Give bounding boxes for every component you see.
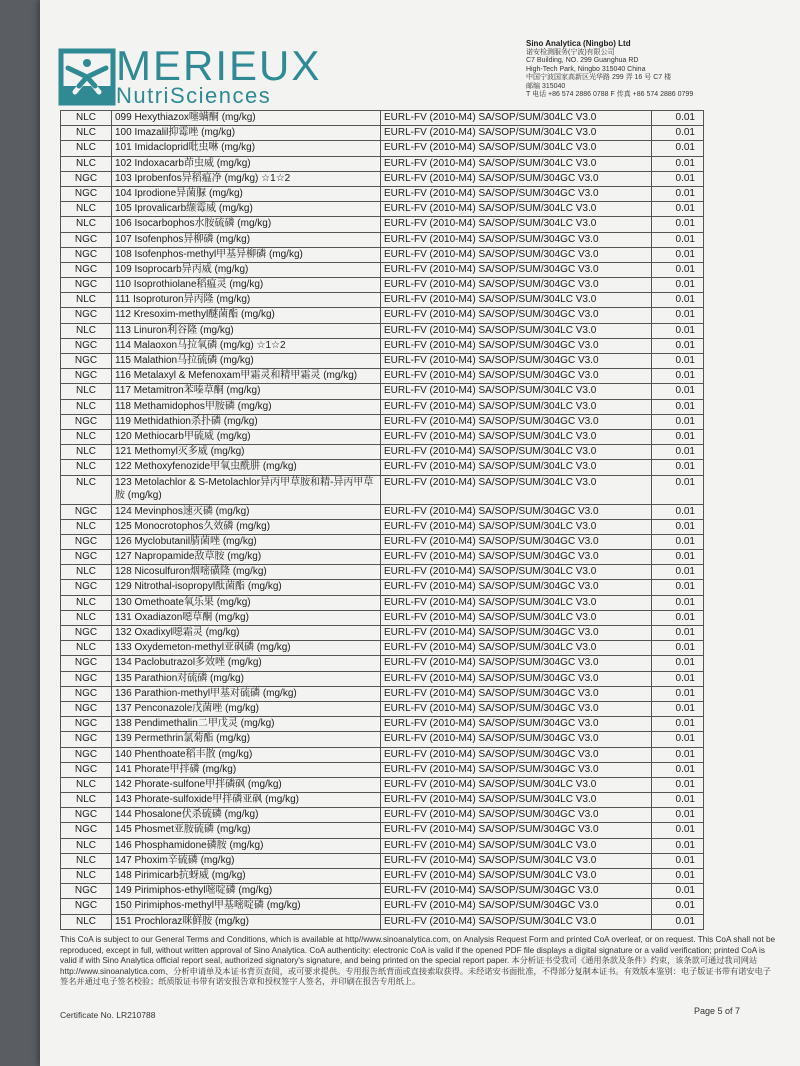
category-cell: NGC bbox=[61, 626, 112, 641]
lod-cell: 0.01 bbox=[652, 777, 704, 792]
table-row bbox=[61, 808, 704, 823]
address-line-3: 中国宁波国家高新区光华路 299 弄 16 号 C7 楼 bbox=[526, 74, 672, 81]
analyte-cell: 137 Penconazole戊菌唑 (mg/kg) bbox=[112, 701, 381, 716]
table-row bbox=[61, 701, 704, 716]
lod-cell: 0.01 bbox=[652, 656, 704, 671]
lod-cell: 0.01 bbox=[652, 232, 704, 247]
category-cell: NLC bbox=[61, 475, 112, 504]
analyte-cell: 102 Indoxacarb茚虫威 (mg/kg) bbox=[112, 156, 381, 171]
category-cell: NLC bbox=[61, 914, 112, 929]
lod-cell: 0.01 bbox=[652, 475, 704, 504]
method-cell: EURL-FV (2010-M4) SA/SOP/SUM/304GC V3.0 bbox=[381, 580, 652, 595]
category-cell: NLC bbox=[61, 323, 112, 338]
lod-cell: 0.01 bbox=[652, 793, 704, 808]
lod-cell: 0.01 bbox=[652, 156, 704, 171]
category-cell: NGC bbox=[61, 247, 112, 262]
lod-cell: 0.01 bbox=[652, 838, 704, 853]
table-row bbox=[61, 217, 704, 232]
category-cell: NGC bbox=[61, 338, 112, 353]
method-cell: EURL-FV (2010-M4) SA/SOP/SUM/304LC V3.0 bbox=[381, 793, 652, 808]
method-cell: EURL-FV (2010-M4) SA/SOP/SUM/304LC V3.0 bbox=[381, 853, 652, 868]
method-cell: EURL-FV (2010-M4) SA/SOP/SUM/304LC V3.0 bbox=[381, 399, 652, 414]
category-cell: NLC bbox=[61, 293, 112, 308]
analyte-cell: 123 Metolachlor & S-Metolachlor异丙甲草胺和精-异丙甲草胺 (mg/kg) bbox=[112, 475, 381, 504]
lod-cell: 0.01 bbox=[652, 262, 704, 277]
table-row bbox=[61, 899, 704, 914]
lod-cell: 0.01 bbox=[652, 278, 704, 293]
table-row bbox=[61, 156, 704, 171]
table-row bbox=[61, 308, 704, 323]
table-row bbox=[61, 595, 704, 610]
method-cell: EURL-FV (2010-M4) SA/SOP/SUM/304LC V3.0 bbox=[381, 445, 652, 460]
method-cell: EURL-FV (2010-M4) SA/SOP/SUM/304GC V3.0 bbox=[381, 247, 652, 262]
method-cell: EURL-FV (2010-M4) SA/SOP/SUM/304LC V3.0 bbox=[381, 519, 652, 534]
analyte-cell: 101 Imidacloprid吡虫啉 (mg/kg) bbox=[112, 141, 381, 156]
report-page bbox=[40, 0, 800, 1066]
method-cell: EURL-FV (2010-M4) SA/SOP/SUM/304GC V3.0 bbox=[381, 550, 652, 565]
method-cell: EURL-FV (2010-M4) SA/SOP/SUM/304GC V3.0 bbox=[381, 232, 652, 247]
table-row bbox=[61, 853, 704, 868]
table-row bbox=[61, 429, 704, 444]
analyte-cell: 143 Phorate-sulfoxide甲拌磷亚砜 (mg/kg) bbox=[112, 793, 381, 808]
method-cell: EURL-FV (2010-M4) SA/SOP/SUM/304LC V3.0 bbox=[381, 141, 652, 156]
lod-cell: 0.01 bbox=[652, 369, 704, 384]
analyte-cell: 144 Phosalone伏杀硫磷 (mg/kg) bbox=[112, 808, 381, 823]
brand-top: MERIEUX bbox=[116, 42, 322, 89]
lod-cell: 0.01 bbox=[652, 429, 704, 444]
method-cell: EURL-FV (2010-M4) SA/SOP/SUM/304LC V3.0 bbox=[381, 641, 652, 656]
table-row bbox=[61, 141, 704, 156]
lod-cell: 0.01 bbox=[652, 565, 704, 580]
analyte-cell: 122 Methoxyfenozide甲氧虫酰肼 (mg/kg) bbox=[112, 460, 381, 475]
category-cell: NGC bbox=[61, 808, 112, 823]
table-row bbox=[61, 369, 704, 384]
lod-cell: 0.01 bbox=[652, 354, 704, 369]
table-row bbox=[61, 475, 704, 504]
method-cell: EURL-FV (2010-M4) SA/SOP/SUM/304GC V3.0 bbox=[381, 278, 652, 293]
table-row bbox=[61, 323, 704, 338]
table-row bbox=[61, 247, 704, 262]
method-cell: EURL-FV (2010-M4) SA/SOP/SUM/304GC V3.0 bbox=[381, 308, 652, 323]
lod-cell: 0.01 bbox=[652, 504, 704, 519]
table-row bbox=[61, 838, 704, 853]
analyte-cell: 132 Oxadixyl噁霜灵 (mg/kg) bbox=[112, 626, 381, 641]
method-cell: EURL-FV (2010-M4) SA/SOP/SUM/304GC V3.0 bbox=[381, 338, 652, 353]
table-row bbox=[61, 580, 704, 595]
method-cell: EURL-FV (2010-M4) SA/SOP/SUM/304GC V3.0 bbox=[381, 884, 652, 899]
analyte-cell: 133 Oxydemeton-methyl亚砜磷 (mg/kg) bbox=[112, 641, 381, 656]
method-cell: EURL-FV (2010-M4) SA/SOP/SUM/304LC V3.0 bbox=[381, 202, 652, 217]
lod-cell: 0.01 bbox=[652, 747, 704, 762]
category-cell: NGC bbox=[61, 686, 112, 701]
method-cell: EURL-FV (2010-M4) SA/SOP/SUM/304LC V3.0 bbox=[381, 460, 652, 475]
table-row bbox=[61, 414, 704, 429]
method-cell: EURL-FV (2010-M4) SA/SOP/SUM/304LC V3.0 bbox=[381, 565, 652, 580]
category-cell: NGC bbox=[61, 732, 112, 747]
analyte-cell: 115 Malathion马拉硫磷 (mg/kg) bbox=[112, 354, 381, 369]
category-cell: NGC bbox=[61, 171, 112, 186]
lod-cell: 0.01 bbox=[652, 126, 704, 141]
method-cell: EURL-FV (2010-M4) SA/SOP/SUM/304LC V3.0 bbox=[381, 156, 652, 171]
analyte-cell: 131 Oxadiazon噁草酮 (mg/kg) bbox=[112, 610, 381, 625]
category-cell: NLC bbox=[61, 429, 112, 444]
method-cell: EURL-FV (2010-M4) SA/SOP/SUM/304GC V3.0 bbox=[381, 369, 652, 384]
company-name-cn: 诺安检测服务(宁波)有限公司 bbox=[526, 48, 615, 56]
analyte-cell: 135 Parathion对硫磷 (mg/kg) bbox=[112, 671, 381, 686]
company-name: Sino Analytica (Ningbo) Ltd bbox=[526, 39, 631, 48]
method-cell: EURL-FV (2010-M4) SA/SOP/SUM/304LC V3.0 bbox=[381, 610, 652, 625]
category-cell: NGC bbox=[61, 186, 112, 201]
category-cell: NLC bbox=[61, 793, 112, 808]
category-cell: NGC bbox=[61, 656, 112, 671]
category-cell: NLC bbox=[61, 445, 112, 460]
table-row bbox=[61, 262, 704, 277]
category-cell: NLC bbox=[61, 111, 112, 126]
table-row bbox=[61, 186, 704, 201]
lod-cell: 0.01 bbox=[652, 384, 704, 399]
table-row bbox=[61, 460, 704, 475]
lod-cell: 0.01 bbox=[652, 202, 704, 217]
table-row bbox=[61, 354, 704, 369]
table-row bbox=[61, 777, 704, 792]
analyte-cell: 111 Isoproturon异丙隆 (mg/kg) bbox=[112, 293, 381, 308]
method-cell: EURL-FV (2010-M4) SA/SOP/SUM/304GC V3.0 bbox=[381, 808, 652, 823]
category-cell: NLC bbox=[61, 384, 112, 399]
method-cell: EURL-FV (2010-M4) SA/SOP/SUM/304LC V3.0 bbox=[381, 384, 652, 399]
results-table-body bbox=[61, 111, 704, 930]
analyte-cell: 150 Pirimiphos-methyl甲基嘧啶磷 (mg/kg) bbox=[112, 899, 381, 914]
lod-cell: 0.01 bbox=[652, 460, 704, 475]
disclaimer-text: This CoA is subject to our General Terms and Conditions, which is available at http//www.sinoanalytica.com, on Analysis Request Form and printed CoA overleaf, or on request. This CoA shall not be reproduced, except in full, without written approval of Sino Analytica. CoA authenticity: electronic CoA is valid if the opened PDF file displays a digital signature or a valid verification; printed CoA is valid if with Sino Analytica official report seal, authorized signatory's signature, and being printed on the special report paper. 本分析证书受我司《通用条款及条件》约束，该条款可通过我司网站http://www.sinoanalytica.com、分析申请单及本证书背页查阅，或可要求提供。专用报告纸背面或直接索取获得。未经诺安书面批准，不得部分复制本证书。有效版本鉴别：电子版证书带有诺安电子签名并通过电子签名校验；纸质版证书带有诺安报告章和授权签字人签名，并印刷在报告专用纸上。 bbox=[60, 935, 776, 986]
analyte-cell: 103 Iprobenfos异稻瘟净 (mg/kg) ☆1☆2 bbox=[112, 171, 381, 186]
category-cell: NLC bbox=[61, 399, 112, 414]
certificate-number: Certificate No. LR210788 bbox=[60, 1010, 156, 1020]
category-cell: NGC bbox=[61, 747, 112, 762]
analyte-cell: 124 Mevinphos速灭磷 (mg/kg) bbox=[112, 504, 381, 519]
brand-bottom: NutriSciences bbox=[116, 83, 272, 108]
lod-cell: 0.01 bbox=[652, 671, 704, 686]
table-row bbox=[61, 126, 704, 141]
method-cell: EURL-FV (2010-M4) SA/SOP/SUM/304LC V3.0 bbox=[381, 838, 652, 853]
category-cell: NGC bbox=[61, 504, 112, 519]
lod-cell: 0.01 bbox=[652, 595, 704, 610]
category-cell: NLC bbox=[61, 777, 112, 792]
category-cell: NLC bbox=[61, 126, 112, 141]
method-cell: EURL-FV (2010-M4) SA/SOP/SUM/304GC V3.0 bbox=[381, 686, 652, 701]
method-cell: EURL-FV (2010-M4) SA/SOP/SUM/304GC V3.0 bbox=[381, 701, 652, 716]
table-row bbox=[61, 610, 704, 625]
method-cell: EURL-FV (2010-M4) SA/SOP/SUM/304GC V3.0 bbox=[381, 899, 652, 914]
category-cell: NLC bbox=[61, 460, 112, 475]
table-row bbox=[61, 686, 704, 701]
lod-cell: 0.01 bbox=[652, 610, 704, 625]
lod-cell: 0.01 bbox=[652, 626, 704, 641]
lod-cell: 0.01 bbox=[652, 171, 704, 186]
table-row bbox=[61, 884, 704, 899]
analyte-cell: 119 Methidathion杀扑磷 (mg/kg) bbox=[112, 414, 381, 429]
method-cell: EURL-FV (2010-M4) SA/SOP/SUM/304GC V3.0 bbox=[381, 186, 652, 201]
analyte-cell: 138 Pendimethalin二甲戊灵 (mg/kg) bbox=[112, 717, 381, 732]
method-cell: EURL-FV (2010-M4) SA/SOP/SUM/304LC V3.0 bbox=[381, 595, 652, 610]
analyte-cell: 108 Isofenphos-methyl甲基异柳磷 (mg/kg) bbox=[112, 247, 381, 262]
category-cell: NGC bbox=[61, 580, 112, 595]
lod-cell: 0.01 bbox=[652, 869, 704, 884]
analyte-cell: 113 Linuron利谷隆 (mg/kg) bbox=[112, 323, 381, 338]
analyte-cell: 151 Prochloraz咪鲜胺 (mg/kg) bbox=[112, 914, 381, 929]
method-cell: EURL-FV (2010-M4) SA/SOP/SUM/304GC V3.0 bbox=[381, 354, 652, 369]
analyte-cell: 106 Isocarbophos水胺硫磷 (mg/kg) bbox=[112, 217, 381, 232]
method-cell: EURL-FV (2010-M4) SA/SOP/SUM/304GC V3.0 bbox=[381, 717, 652, 732]
table-row bbox=[61, 232, 704, 247]
lod-cell: 0.01 bbox=[652, 717, 704, 732]
analyte-cell: 110 Isoprothiolane稻瘟灵 (mg/kg) bbox=[112, 278, 381, 293]
analyte-cell: 149 Pirimiphos-ethyl嘧啶磷 (mg/kg) bbox=[112, 884, 381, 899]
lod-cell: 0.01 bbox=[652, 580, 704, 595]
analyte-cell: 128 Nicosulfuron烟嘧磺隆 (mg/kg) bbox=[112, 565, 381, 580]
category-cell: NGC bbox=[61, 671, 112, 686]
table-row bbox=[61, 278, 704, 293]
merieux-logo-icon bbox=[58, 48, 116, 106]
table-row bbox=[61, 747, 704, 762]
analyte-cell: 142 Phorate-sulfone甲拌磷砜 (mg/kg) bbox=[112, 777, 381, 792]
lod-cell: 0.01 bbox=[652, 853, 704, 868]
analyte-cell: 112 Kresoxim-methyl醚菌酯 (mg/kg) bbox=[112, 308, 381, 323]
analyte-cell: 129 Nitrothal-isopropyl酞菌酯 (mg/kg) bbox=[112, 580, 381, 595]
lod-cell: 0.01 bbox=[652, 899, 704, 914]
table-row bbox=[61, 914, 704, 929]
analyte-cell: 118 Methamidophos甲胺磷 (mg/kg) bbox=[112, 399, 381, 414]
method-cell: EURL-FV (2010-M4) SA/SOP/SUM/304GC V3.0 bbox=[381, 626, 652, 641]
category-cell: NGC bbox=[61, 717, 112, 732]
table-row bbox=[61, 671, 704, 686]
category-cell: NLC bbox=[61, 519, 112, 534]
analyte-cell: 145 Phosmet亚胺硫磷 (mg/kg) bbox=[112, 823, 381, 838]
analyte-cell: 139 Permethrin氯菊酯 (mg/kg) bbox=[112, 732, 381, 747]
analyte-cell: 127 Napropamide敌草胺 (mg/kg) bbox=[112, 550, 381, 565]
analyte-cell: 104 Iprodione异菌脲 (mg/kg) bbox=[112, 186, 381, 201]
table-row bbox=[61, 534, 704, 549]
company-address bbox=[526, 40, 798, 100]
table-row bbox=[61, 293, 704, 308]
lod-cell: 0.01 bbox=[652, 823, 704, 838]
analyte-cell: 140 Phenthoate稻丰散 (mg/kg) bbox=[112, 747, 381, 762]
analyte-cell: 114 Malaoxon马拉氧磷 (mg/kg) ☆1☆2 bbox=[112, 338, 381, 353]
category-cell: NGC bbox=[61, 823, 112, 838]
method-cell: EURL-FV (2010-M4) SA/SOP/SUM/304GC V3.0 bbox=[381, 171, 652, 186]
page-number: Page 5 of 7 bbox=[693, 1006, 740, 1016]
analyte-cell: 125 Monocrotophos久效磷 (mg/kg) bbox=[112, 519, 381, 534]
method-cell: EURL-FV (2010-M4) SA/SOP/SUM/304LC V3.0 bbox=[381, 217, 652, 232]
category-cell: NGC bbox=[61, 414, 112, 429]
table-row bbox=[61, 565, 704, 580]
lod-cell: 0.01 bbox=[652, 308, 704, 323]
analyte-cell: 134 Paclobutrazol多效唑 (mg/kg) bbox=[112, 656, 381, 671]
method-cell: EURL-FV (2010-M4) SA/SOP/SUM/304LC V3.0 bbox=[381, 429, 652, 444]
method-cell: EURL-FV (2010-M4) SA/SOP/SUM/304GC V3.0 bbox=[381, 262, 652, 277]
lod-cell: 0.01 bbox=[652, 641, 704, 656]
category-cell: NGC bbox=[61, 262, 112, 277]
analyte-cell: 148 Pirimicarb抗蚜威 (mg/kg) bbox=[112, 869, 381, 884]
category-cell: NGC bbox=[61, 534, 112, 549]
table-row bbox=[61, 384, 704, 399]
category-cell: NLC bbox=[61, 853, 112, 868]
method-cell: EURL-FV (2010-M4) SA/SOP/SUM/304LC V3.0 bbox=[381, 111, 652, 126]
table-row bbox=[61, 399, 704, 414]
lod-cell: 0.01 bbox=[652, 399, 704, 414]
category-cell: NGC bbox=[61, 278, 112, 293]
analyte-cell: 130 Omethoate氧乐果 (mg/kg) bbox=[112, 595, 381, 610]
category-cell: NLC bbox=[61, 565, 112, 580]
table-row bbox=[61, 445, 704, 460]
address-line-2: High-Tech Park, Ningbo 315040 China bbox=[526, 65, 646, 73]
table-row bbox=[61, 550, 704, 565]
method-cell: EURL-FV (2010-M4) SA/SOP/SUM/304GC V3.0 bbox=[381, 732, 652, 747]
lod-cell: 0.01 bbox=[652, 293, 704, 308]
table-row bbox=[61, 338, 704, 353]
analyte-cell: 120 Methiocarb甲硫威 (mg/kg) bbox=[112, 429, 381, 444]
category-cell: NGC bbox=[61, 550, 112, 565]
category-cell: NGC bbox=[61, 354, 112, 369]
table-row bbox=[61, 762, 704, 777]
table-row bbox=[61, 641, 704, 656]
lod-cell: 0.01 bbox=[652, 884, 704, 899]
lod-cell: 0.01 bbox=[652, 534, 704, 549]
table-row bbox=[61, 869, 704, 884]
table-row bbox=[61, 717, 704, 732]
table-row bbox=[61, 111, 704, 126]
analyte-cell: 146 Phosphamidone磷胺 (mg/kg) bbox=[112, 838, 381, 853]
category-cell: NLC bbox=[61, 156, 112, 171]
method-cell: EURL-FV (2010-M4) SA/SOP/SUM/304GC V3.0 bbox=[381, 504, 652, 519]
table-row bbox=[61, 823, 704, 838]
lod-cell: 0.01 bbox=[652, 414, 704, 429]
category-cell: NGC bbox=[61, 701, 112, 716]
lod-cell: 0.01 bbox=[652, 323, 704, 338]
category-cell: NLC bbox=[61, 869, 112, 884]
table-row bbox=[61, 732, 704, 747]
analyte-cell: 141 Phorate甲拌磷 (mg/kg) bbox=[112, 762, 381, 777]
table-row bbox=[61, 171, 704, 186]
method-cell: EURL-FV (2010-M4) SA/SOP/SUM/304GC V3.0 bbox=[381, 534, 652, 549]
results-table bbox=[60, 110, 704, 930]
lod-cell: 0.01 bbox=[652, 111, 704, 126]
method-cell: EURL-FV (2010-M4) SA/SOP/SUM/304LC V3.0 bbox=[381, 914, 652, 929]
analyte-cell: 105 Iprovalicarb缬霉威 (mg/kg) bbox=[112, 202, 381, 217]
category-cell: NGC bbox=[61, 308, 112, 323]
table-row bbox=[61, 793, 704, 808]
lod-cell: 0.01 bbox=[652, 186, 704, 201]
analyte-cell: 109 Isoprocarb异丙威 (mg/kg) bbox=[112, 262, 381, 277]
category-cell: NGC bbox=[61, 899, 112, 914]
table-row bbox=[61, 626, 704, 641]
analyte-cell: 099 Hexythiazox噻螨酮 (mg/kg) bbox=[112, 111, 381, 126]
lod-cell: 0.01 bbox=[652, 701, 704, 716]
table-row bbox=[61, 202, 704, 217]
category-cell: NLC bbox=[61, 838, 112, 853]
table-row bbox=[61, 519, 704, 534]
method-cell: EURL-FV (2010-M4) SA/SOP/SUM/304GC V3.0 bbox=[381, 823, 652, 838]
table-row bbox=[61, 656, 704, 671]
analyte-cell: 100 Imazalil抑霉唑 (mg/kg) bbox=[112, 126, 381, 141]
address-line-1: C7 Building, NO. 299 Guanghua RD bbox=[526, 57, 639, 64]
analyte-cell: 136 Parathion-methyl甲基对硫磷 (mg/kg) bbox=[112, 686, 381, 701]
category-cell: NLC bbox=[61, 202, 112, 217]
category-cell: NGC bbox=[61, 369, 112, 384]
lod-cell: 0.01 bbox=[652, 686, 704, 701]
method-cell: EURL-FV (2010-M4) SA/SOP/SUM/304LC V3.0 bbox=[381, 869, 652, 884]
lod-cell: 0.01 bbox=[652, 732, 704, 747]
category-cell: NLC bbox=[61, 595, 112, 610]
analyte-cell: 117 Metamitron苯嗪草酮 (mg/kg) bbox=[112, 384, 381, 399]
phone-fax: T 电话 +86 574 2886 0788 F 传真 +86 574 2886 0799 bbox=[526, 91, 694, 98]
category-cell: NLC bbox=[61, 610, 112, 625]
method-cell: EURL-FV (2010-M4) SA/SOP/SUM/304LC V3.0 bbox=[381, 323, 652, 338]
analyte-cell: 126 Myclobutanil腈菌唑 (mg/kg) bbox=[112, 534, 381, 549]
analyte-cell: 147 Phoxim辛硫磷 (mg/kg) bbox=[112, 853, 381, 868]
method-cell: EURL-FV (2010-M4) SA/SOP/SUM/304GC V3.0 bbox=[381, 671, 652, 686]
lod-cell: 0.01 bbox=[652, 217, 704, 232]
analyte-cell: 116 Metalaxyl & Mefenoxam甲霜灵和精甲霜灵 (mg/kg) bbox=[112, 369, 381, 384]
method-cell: EURL-FV (2010-M4) SA/SOP/SUM/304LC V3.0 bbox=[381, 293, 652, 308]
analyte-cell: 121 Methomyl灭多威 (mg/kg) bbox=[112, 445, 381, 460]
lod-cell: 0.01 bbox=[652, 519, 704, 534]
method-cell: EURL-FV (2010-M4) SA/SOP/SUM/304GC V3.0 bbox=[381, 747, 652, 762]
merieux-logo bbox=[58, 42, 322, 110]
lod-cell: 0.01 bbox=[652, 762, 704, 777]
category-cell: NGC bbox=[61, 762, 112, 777]
lod-cell: 0.01 bbox=[652, 550, 704, 565]
lod-cell: 0.01 bbox=[652, 338, 704, 353]
category-cell: NGC bbox=[61, 884, 112, 899]
analyte-cell: 107 Isofenphos异柳磷 (mg/kg) bbox=[112, 232, 381, 247]
category-cell: NGC bbox=[61, 232, 112, 247]
method-cell: EURL-FV (2010-M4) SA/SOP/SUM/304LC V3.0 bbox=[381, 777, 652, 792]
method-cell: EURL-FV (2010-M4) SA/SOP/SUM/304GC V3.0 bbox=[381, 656, 652, 671]
lod-cell: 0.01 bbox=[652, 914, 704, 929]
category-cell: NLC bbox=[61, 217, 112, 232]
method-cell: EURL-FV (2010-M4) SA/SOP/SUM/304LC V3.0 bbox=[381, 475, 652, 504]
category-cell: NLC bbox=[61, 141, 112, 156]
method-cell: EURL-FV (2010-M4) SA/SOP/SUM/304GC V3.0 bbox=[381, 762, 652, 777]
lod-cell: 0.01 bbox=[652, 808, 704, 823]
method-cell: EURL-FV (2010-M4) SA/SOP/SUM/304LC V3.0 bbox=[381, 126, 652, 141]
lod-cell: 0.01 bbox=[652, 445, 704, 460]
lod-cell: 0.01 bbox=[652, 247, 704, 262]
category-cell: NLC bbox=[61, 641, 112, 656]
lod-cell: 0.01 bbox=[652, 141, 704, 156]
method-cell: EURL-FV (2010-M4) SA/SOP/SUM/304GC V3.0 bbox=[381, 414, 652, 429]
table-row bbox=[61, 504, 704, 519]
address-line-4: 邮编 315040 bbox=[526, 82, 566, 90]
